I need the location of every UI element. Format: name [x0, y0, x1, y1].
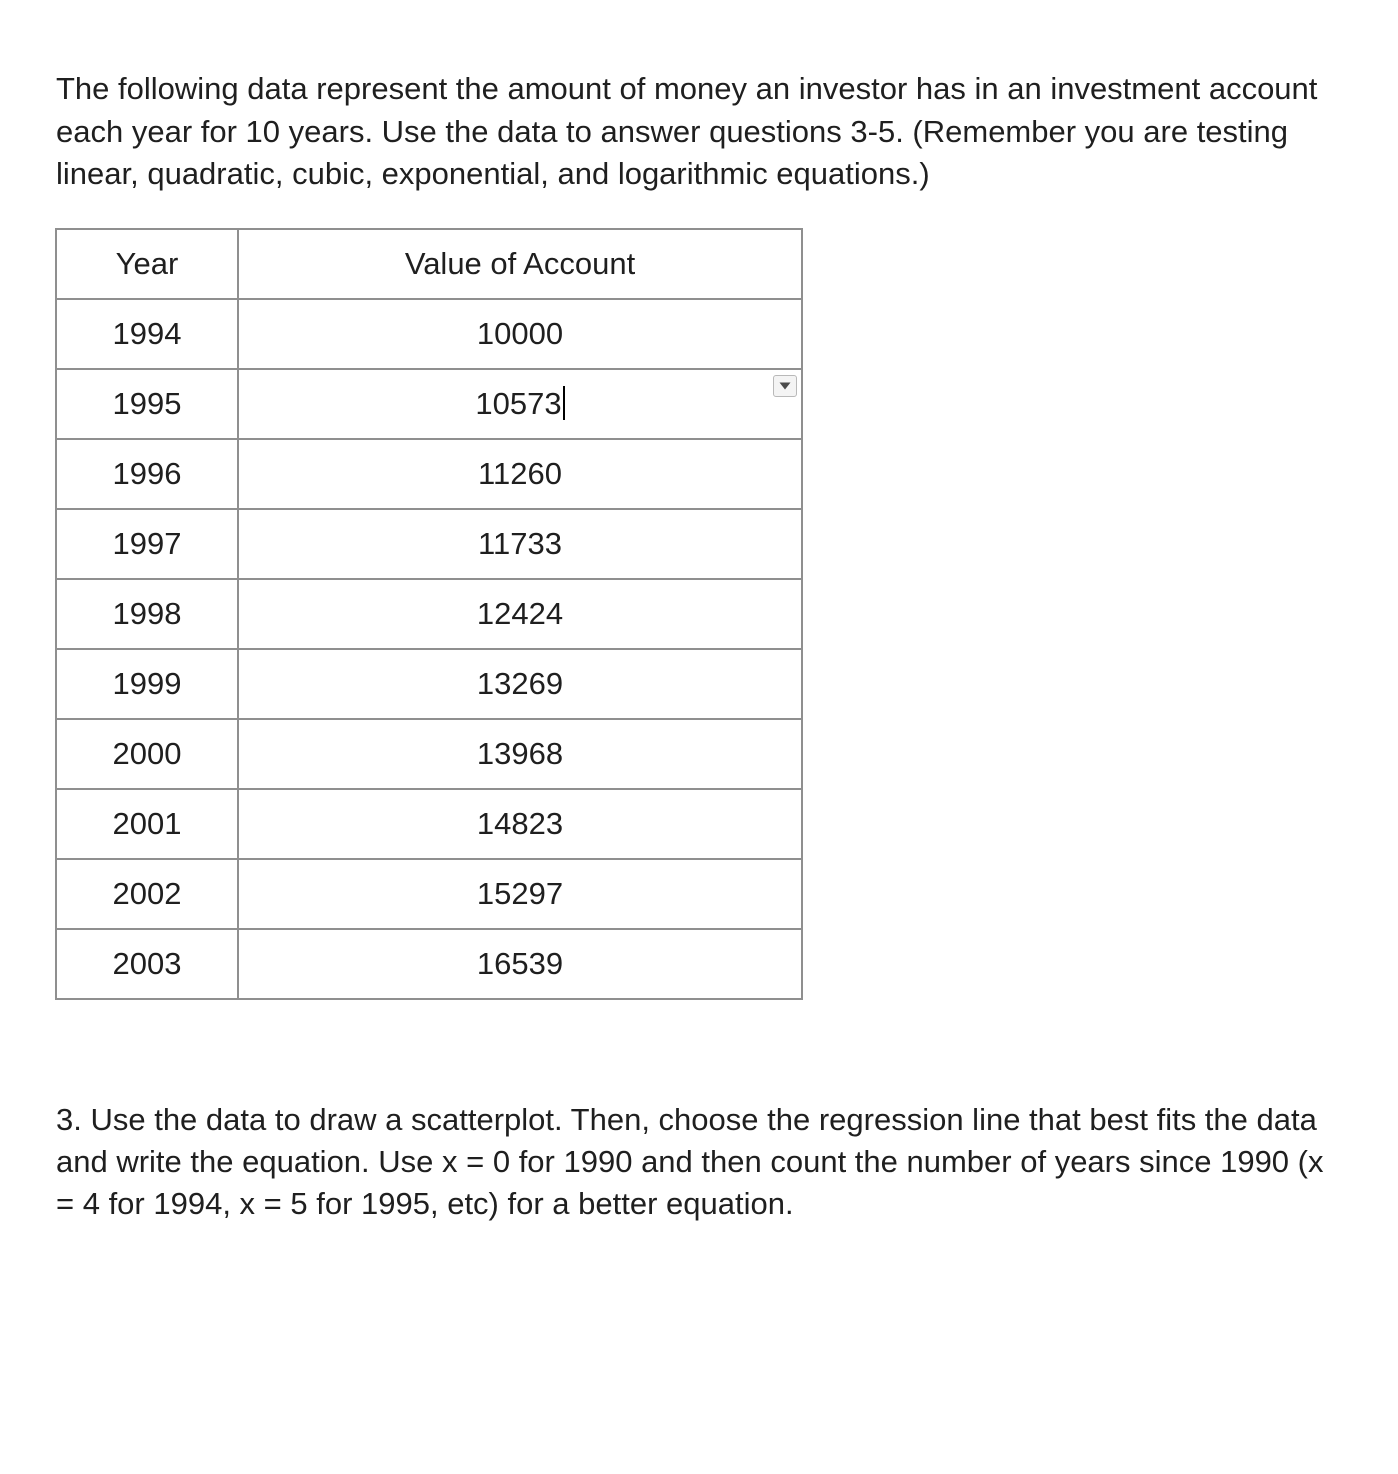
table-row: [56, 719, 802, 789]
year-column-header: Year: [56, 229, 238, 299]
cell-dropdown-button[interactable]: [773, 375, 797, 397]
year-cell[interactable]: 2003: [56, 929, 238, 999]
table-row: [56, 649, 802, 719]
value-cell[interactable]: 14823: [238, 789, 802, 859]
intro-paragraph: The following data represent the amount of money an investor has in an investment account each year for 10 years. Use the data to answer questions 3-5. (Remember you are testing linear, quadratic, cubic, exponential, and logarithmic equations.): [56, 71, 1318, 191]
year-cell[interactable]: 2002: [56, 859, 238, 929]
value-cell[interactable]: 12424: [238, 579, 802, 649]
value-cell[interactable]: 11260: [238, 439, 802, 509]
table-row: [56, 789, 802, 859]
data-table: [55, 228, 803, 1000]
value-column-header: Value of Account: [238, 229, 802, 299]
value-cell[interactable]: 15297: [238, 859, 802, 929]
table-row: [56, 369, 802, 439]
table-header-row: [56, 229, 802, 299]
table-row: [56, 859, 802, 929]
table-row: [56, 929, 802, 999]
value-cell[interactable]: 10000: [238, 299, 802, 369]
table-row: [56, 579, 802, 649]
value-cell[interactable]: 13968: [238, 719, 802, 789]
value-cell[interactable]: 16539: [238, 929, 802, 999]
year-cell[interactable]: 2000: [56, 719, 238, 789]
value-cell-editing[interactable]: [238, 369, 802, 439]
text-cursor: [563, 386, 565, 420]
year-cell[interactable]: 1996: [56, 439, 238, 509]
year-cell[interactable]: 1998: [56, 579, 238, 649]
year-cell[interactable]: 2001: [56, 789, 238, 859]
question-3-text: 3. Use the data to draw a scatterplot. Then, choose the regression line that best fits the data and write the equation. Use x = 0 for 1990 and then count the number of years since 1990 (x = 4 for 1994, x = 5 for 1995, etc) for a better equation.: [56, 1102, 1324, 1221]
value-cell-text[interactable]: 10573: [475, 386, 562, 421]
value-cell[interactable]: 11733: [238, 509, 802, 579]
value-cell[interactable]: 13269: [238, 649, 802, 719]
table-row: [56, 439, 802, 509]
year-cell[interactable]: 1994: [56, 299, 238, 369]
year-cell[interactable]: 1999: [56, 649, 238, 719]
table-row: [56, 509, 802, 579]
triangle-down-icon: [779, 382, 791, 390]
year-cell[interactable]: 1995: [56, 369, 238, 439]
table-row: [56, 299, 802, 369]
year-cell[interactable]: 1997: [56, 509, 238, 579]
